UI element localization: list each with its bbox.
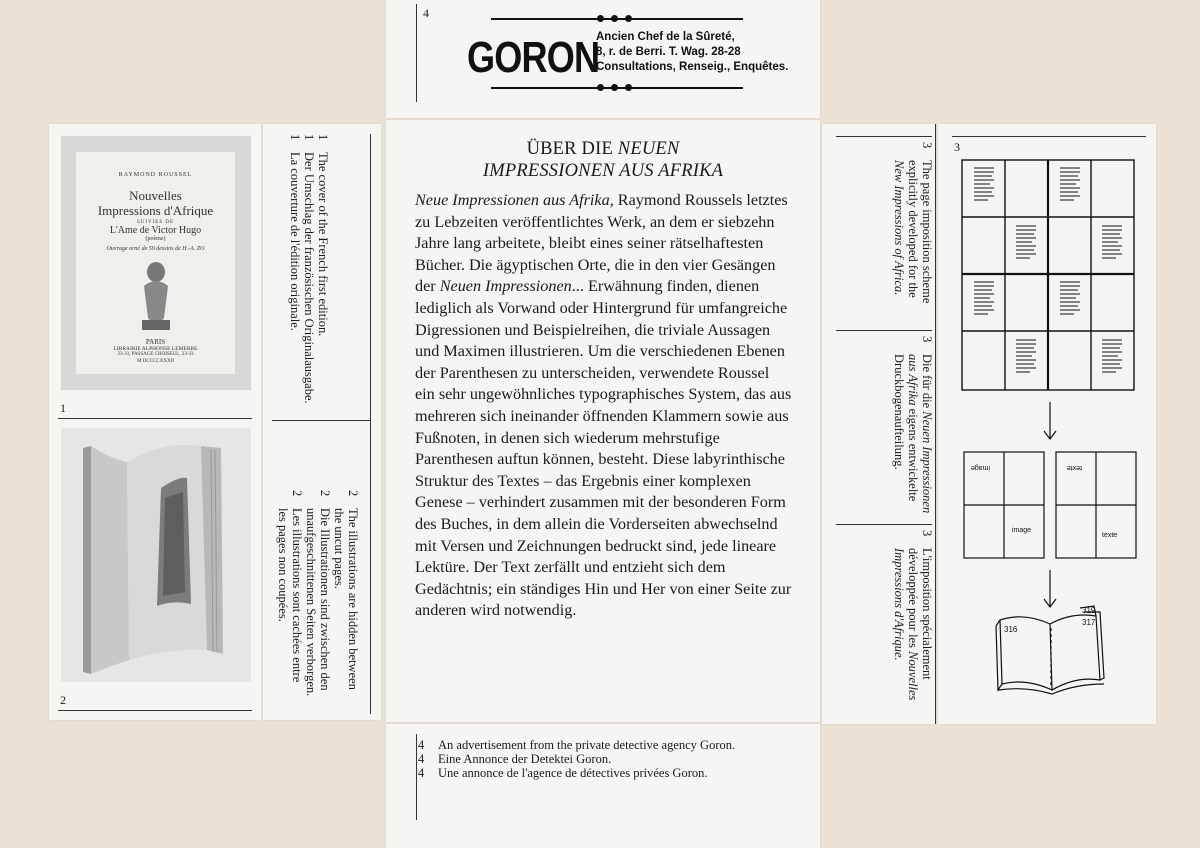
ad-line: Consultations, Renseig., Enquêtes. bbox=[596, 61, 789, 73]
open-book-illustration bbox=[61, 428, 251, 682]
cover-title-2: Impressions d'Afrique bbox=[97, 203, 214, 218]
main-title-line2: IMPRESSIONEN AUS AFRIKA bbox=[482, 161, 724, 181]
label-image-inverted: image bbox=[970, 464, 990, 471]
caption-imposition-fr: 3L'imposition spécialement développée pour les Nouvelles Impressions d'Afrique. bbox=[892, 530, 934, 701]
imposition-diagram bbox=[950, 150, 1150, 710]
bottom-caption-fr: 4 Une annonce de l'agence de détectives privées Goron. bbox=[418, 766, 708, 780]
right-caption-top-rule bbox=[836, 136, 932, 137]
cover-suivies: SUIVIES DE bbox=[136, 220, 175, 225]
top-flap-rule bbox=[416, 4, 417, 102]
ad-rule-dot bbox=[611, 84, 618, 91]
cover-year: M DCCCCXXXII bbox=[137, 359, 174, 364]
open-book-photo bbox=[61, 428, 251, 682]
cover-publisher: LIBRAIRIE ALPHONSE LEMERRE bbox=[113, 346, 198, 352]
ad-rule-dot bbox=[597, 84, 604, 91]
cover-address: 23-33, PASSAGE CHOISEUL, 23-33 bbox=[117, 352, 194, 357]
right-caption-rule bbox=[935, 124, 936, 724]
book-cover bbox=[76, 152, 235, 374]
right-caption-divider-1 bbox=[836, 330, 932, 331]
ad-rule-dot bbox=[625, 84, 632, 91]
main-title-line1: ÜBER DIE NEUEN bbox=[526, 139, 680, 159]
cover-author: RAYMOND ROUSSEL bbox=[118, 172, 193, 178]
ad-text-lines bbox=[596, 30, 788, 75]
top-flap-number: 4 bbox=[423, 6, 429, 20]
photo-number-1: 1 bbox=[60, 401, 66, 415]
cover-vignette bbox=[136, 258, 176, 334]
cover-illustrations: Ouvrage orné de 59 dessins de H.-A. ZO bbox=[106, 246, 205, 252]
photo-rule-1 bbox=[58, 418, 252, 419]
page-317: 317 bbox=[1082, 618, 1096, 627]
left-caption-rule bbox=[370, 134, 371, 714]
main-title bbox=[386, 138, 820, 182]
main-body-text: Neue Impressionen aus Afrika, Raymond Roussels letztes zu Lebzeiten veröffentlichtes Werk, an dem er siebzehn Jahre lang arbeitete, bleibt eines seiner rätselhaftesten Bücher. Die ägyptischen Orte, die in den vier Gesängen der Neuen Impressionen... Erwähnung finden, dienen lediglich als Vorwand oder Hintergrund für umfangreiche Digressionen und Beispielreihen, die triviale Aussagen und Maximen illustrieren. Um die verschiedenen Ebenen der Parenthesen zu unterscheiden, verwendete Roussel ein sehr ungewöhnliches typographisches System, das aus mehreren sich ineinander öffnenden Klammern sowie aus Fußnoten, in denen sich wiederum mehrstufige Parenthesen auftun können, besteht. Diese labyrinthische Struktur des Textes – das Ergebnis einer komplexen Genese – verhindert zusammen mit der besonderen Form des Buches, in dem allein die Vorderseiten abwechselnd mit Versen und Zeichnungen bedruckt sind, jede lineare Lektüre. Der Text zerfällt und entzieht sich dem Gedächtnis; ein ständiges Hin und Her von einer Seite zur anderen wird notwendig. bbox=[415, 191, 792, 620]
diagram-number: 3 bbox=[954, 140, 960, 154]
arrow-down-icon bbox=[1044, 570, 1056, 607]
left-caption-divider bbox=[272, 420, 370, 421]
page-316: 316 bbox=[1004, 625, 1018, 634]
caption-uncut-pages: 2The illustrations are hidden between the uncut pages. 2Die Illustrationen sind zwischen den unaufgeschnittenen Seiten verborgen. 2Les illustrations sont cachées entre les pages non coupées. bbox=[276, 490, 360, 697]
caption-cover: 1The cover of the French first edition. 1Der Umschlag der französischen Originalausgabe. 1La couverture de l'édition originale. bbox=[288, 134, 330, 404]
page-319: 319 bbox=[1082, 606, 1096, 615]
arrow-down-icon bbox=[1044, 402, 1056, 439]
cover-title-1: Nouvelles bbox=[129, 188, 182, 203]
label-texte-inverted: texte bbox=[1066, 464, 1082, 471]
cover-city: PARIS bbox=[145, 338, 166, 346]
bottom-flap-rule bbox=[416, 734, 417, 820]
cover-subtitle-note: (poème) bbox=[145, 236, 166, 242]
label-image: image bbox=[1012, 527, 1032, 534]
caption-imposition-de: 3Die für die Neuen Impressionen aus Afrika eigens entwickelte Druckbogenaufteilung. bbox=[892, 336, 934, 514]
label-texte: texte bbox=[1102, 532, 1118, 539]
diagram-top-rule bbox=[952, 136, 1146, 137]
bottom-captions bbox=[418, 738, 735, 780]
ad-rule-dot bbox=[597, 15, 604, 22]
ad-rule-dot bbox=[625, 15, 632, 22]
bottom-caption-de: 4 Eine Annonce der Detektei Goron. bbox=[418, 752, 612, 766]
photo-rule-2 bbox=[58, 710, 252, 711]
ad-rule-dot bbox=[611, 15, 618, 22]
cover-subtitle: L'Ame de Victor Hugo bbox=[109, 225, 202, 236]
ad-line: Ancien Chef de la Sûreté, bbox=[596, 31, 735, 43]
bottom-caption-en: 4 An advertisement from the private detective agency Goron. bbox=[418, 738, 736, 752]
right-caption-divider-2 bbox=[836, 524, 932, 525]
photo-number-2: 2 bbox=[60, 693, 66, 707]
ad-line: 8, r. de Berri. T. Wag. 28-28 bbox=[596, 46, 741, 58]
ad-goron-logo: GORON bbox=[467, 33, 600, 82]
caption-imposition-en: 3The page imposition scheme explicitly developed for the New Impressions of Africa. bbox=[892, 142, 934, 304]
